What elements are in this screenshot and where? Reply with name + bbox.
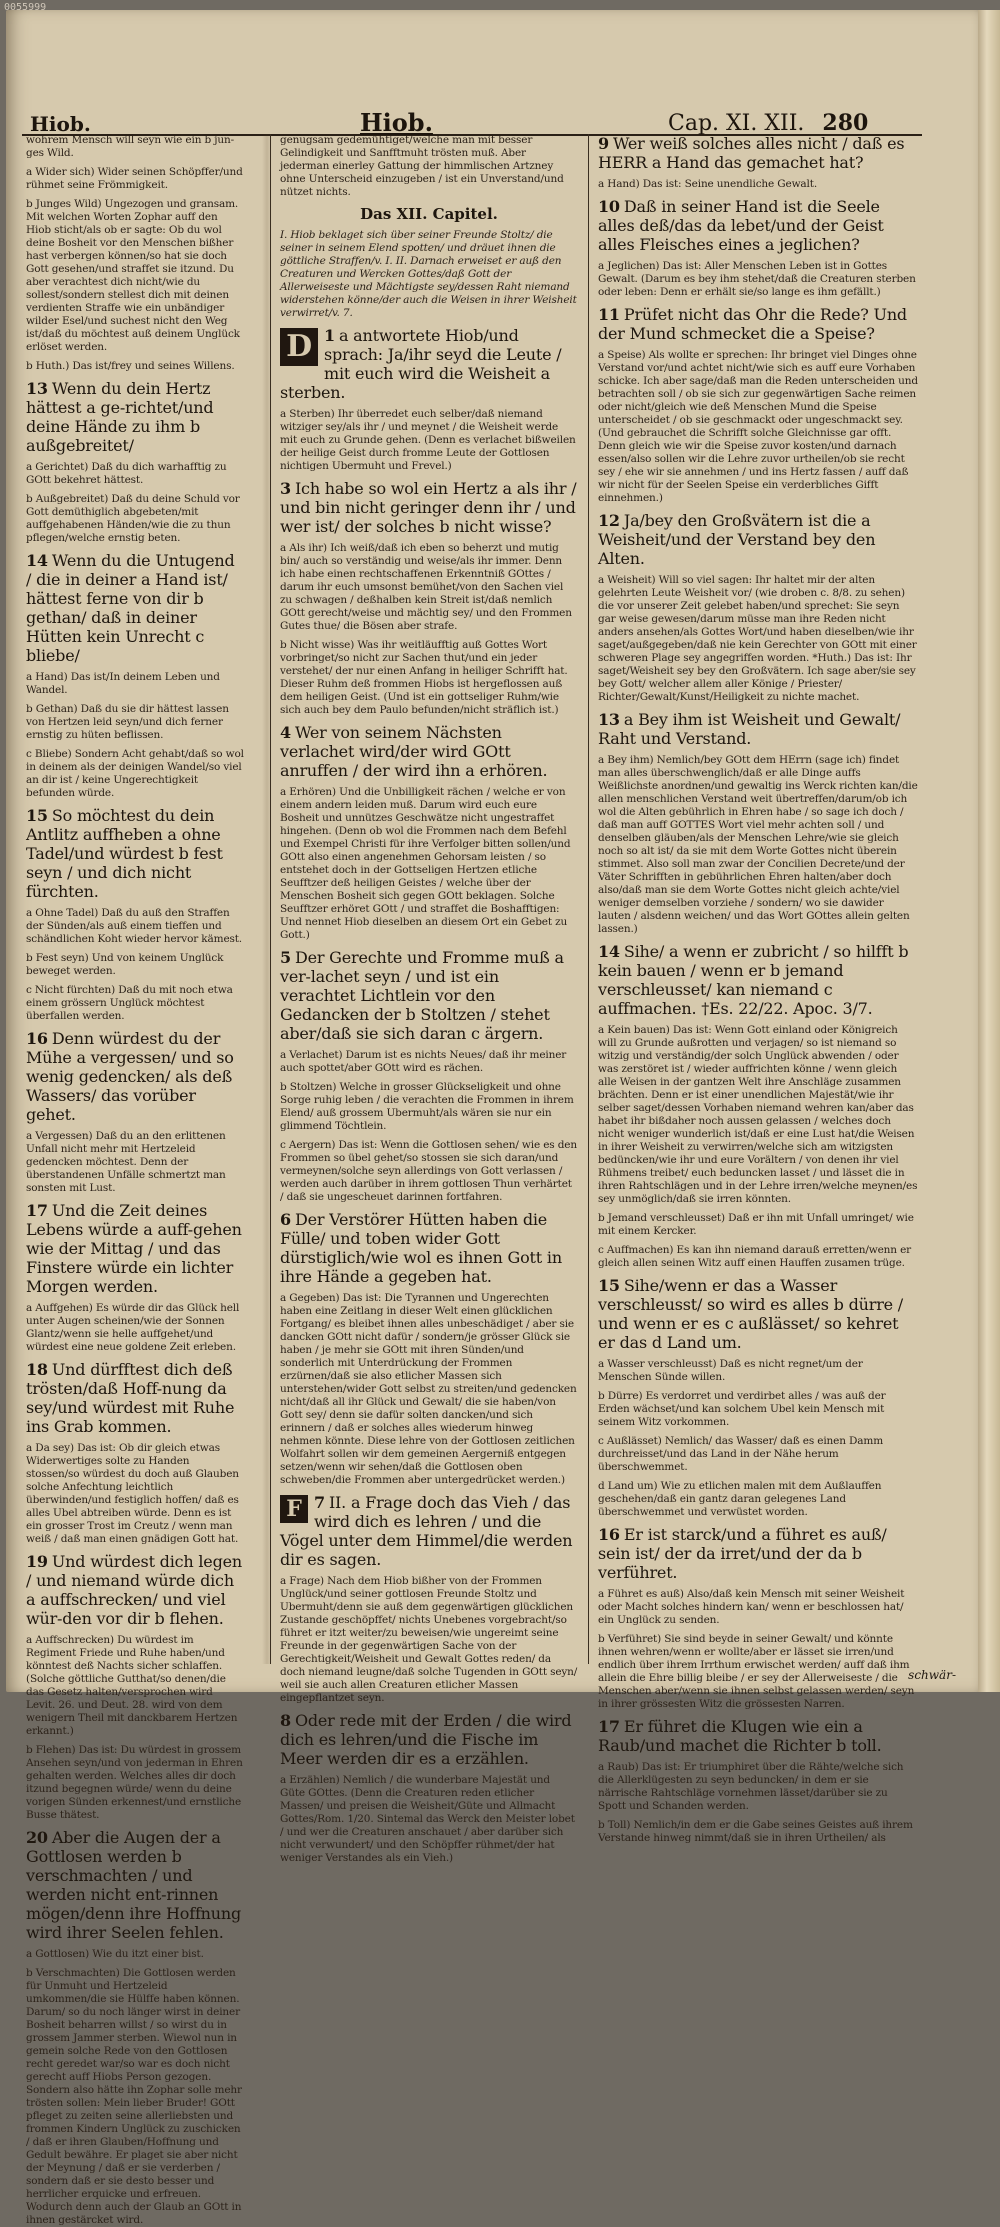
gloss-note: c Aergern) Das ist: Wenn die Gottlosen sehen/ wie es den Frommen so übel gehet/so stossen sie sich daran/und vermeynen/solche seyn allerdings von Gott verlassen / werden auch darüber in ihrem gottlosen Thun verhärtet / daß sie ungescheuet darinnen fortfahren. — [280, 1139, 577, 1203]
header-chapter — [668, 110, 868, 136]
gloss-note: a Ohne Tadel) Daß du auß den Straffen der Sünden/als auß einem tieffen und schändlichen Koht wieder hervor kämest. — [26, 907, 242, 945]
gloss-note: a Hand) Das ist/In deinem Leben und Wandel. — [26, 671, 220, 696]
verse-16 — [26, 1029, 244, 1124]
verse-number: 17 — [598, 1717, 620, 1736]
verse-4 — [280, 723, 578, 780]
verse-number: 10 — [598, 197, 620, 216]
verse-number: 14 — [598, 942, 620, 961]
gloss-note: a Weisheit) Will so viel sagen: Ihr haltet mir der alten gelehrten Leute Weisheit vor/ (wie droben c. 8/8. zu sehen) die vor unserer Zeit gelebet haben/und sprechet: Sie seyn gar weise gewesen/darum müsse man ihre Reden nicht anders ansehen/als Gottes Wort/und haben dieselben/wie ihr saget/außgegeben/daß nie kein Gerechter von GOtt mit einer schweren Plage sey angegriffen worden. *Huth.) Das ist: Ihr saget/Weisheit sey bey den Großvätern. Ich sage aber/sie sey bey Gott/ welcher allem aller Könige / Priester/ Richter/Gewalt/Kunst/Heiligkeit zu nichte machet. — [598, 574, 917, 703]
verse-text: Oder rede mit der Erden / die wird dich es lehren/und die Fische im Meer werden dir es a erzählen. — [280, 1711, 572, 1768]
verse-number: 19 — [26, 1552, 48, 1571]
verse-20 — [26, 1828, 244, 1942]
verse-number: 1 — [324, 326, 335, 345]
gloss-note: a Vergessen) Daß du an den erlittenen Unfall nicht mehr mit Hertzeleid gedencken möchtest. Denn der überstandenen Unfälle schmertzt man sonsten mit Lust. — [26, 1130, 226, 1194]
gloss-note: a Speise) Als wollte er sprechen: Ihr bringet viel Dinges ohne Verstand vor/und achtet nicht/wie sich es auff eure Vorhaben schicke. Ich aber sage/daß man die Reden unterscheiden und betrachten soll / ob sie sich zur gegenwärtigen Sache reimen oder nicht/gleich wie deß Menschen Mund die Speise unterscheidet / ob sie geschmackt oder ungeschmackt sey. (Und gebrauchet die Schrifft solche Gleichnisse gar offt. Denn gleich wie wir die Speise zuvor kosten/und darnach essen/also sollen wir die Lehre zuvor urtheilen/ob sie recht sey / ehe wir sie annehmen / und ins Hertz fassen / auff daß wir nicht für der Seelen Speise ein verderbliches Gifft einnehmen.) — [598, 349, 918, 504]
text-column-right — [598, 134, 918, 1844]
verse-15 — [26, 806, 244, 901]
gloss-note: c Nicht fürchten) Daß du mit noch etwa einem grössern Unglück möchtest überfallen werden. — [26, 984, 233, 1022]
drop-capital: F — [280, 1495, 308, 1523]
gloss-note: b Nicht wisse) Was ihr weitläufftig auß Gottes Wort vorbringet/so nicht zur Sachen thut/und ein jeder verstehet/ der nur einen Anfang in heiliger Schrifft hat. Dieser Ruhm deß frommen Hiobs ist hergeflossen auß dem heiligen Geist. (Und ist ein gottseliger Ruhm/wie sich auch bey dem Paulo befunden/nicht sträflich ist.) — [280, 639, 568, 716]
verse-3 — [280, 479, 578, 536]
gloss-note: a Jeglichen) Das ist: Aller Menschen Leben ist in Gottes Gewalt. (Darum es bey ihm stehet/daß die Creaturen sterben oder leben: Denn er erhält sie/so lange es ihm gefällt.) — [598, 260, 916, 298]
verse-number: 17 — [26, 1201, 48, 1220]
verse-text: Sihe/ a wenn er zubricht / so hilfft b kein bauen / wenn er b jemand verschleusset/ kan niemand c auffmachen. †Es. 22/22. Apoc. 3/7. — [598, 942, 909, 1018]
verse-number: 18 — [26, 1360, 48, 1379]
verse-text: Daß in seiner Hand ist die Seele alles deß/das da lebet/und der Geist alles Fleisches eines a jeglichen? — [598, 197, 884, 254]
verse-number: 16 — [598, 1525, 620, 1544]
verse-text: Sihe/wenn er das a Wasser verschleusst/ so wird es alles b dürre / und wenn er es c außlässet/ so kehret er das d Land um. — [598, 1276, 903, 1352]
running-header — [22, 108, 922, 136]
verse-5 — [280, 948, 578, 1043]
verse-13 — [26, 379, 244, 455]
gloss-note: a Gegeben) Das ist: Die Tyrannen und Ungerechten haben eine Zeitlang in dieser Welt einen glücklichen Fortgang/ es bleibet ihnen alles unbeschädiget / aber sie dancken GOtt nicht dafür / sondern/je grösser Glück sie haben / je mehr sie GOtt mit ihren Sünden/und sonderlich mit Unterdrückung der Frommen erzürnen/daß sie also etlicher Massen sich unterstehen/wider Gott selbst zu streiten/und gedencken nicht/daß all ihr Glück und Gewalt/ die sie haben/von Gott sey/ denn sie dafür solten dancken/und sich erinnern / daß er solches alles wiederum hinweg nehmen könnte. Diese lehre von der Gottlosen zeitlichen Wolfahrt sollen wir dem gemeinen Aergerniß entgegen setzen/wenn wir sehen/daß die Gottlosen oben schweben/die Frommen aber untergedrücket werden.) — [280, 1292, 577, 1486]
gloss-note: a Wider sich) Wider seinen Schöpffer/und rühmet seine Frömmigkeit. — [26, 166, 243, 191]
text-column-left — [26, 134, 244, 2226]
verse-number: 20 — [26, 1828, 48, 1847]
gloss-note: b Gethan) Daß du sie dir hättest lassen von Hertzen leid seyn/und dich ferner ernstig zu hüten beflissen. — [26, 703, 229, 741]
verse-number: 6 — [280, 1210, 291, 1229]
verse-10 — [598, 197, 918, 254]
verse-17 — [598, 1717, 918, 1755]
verse-number: 14 — [26, 551, 48, 570]
gloss-note: a Erhören) Und die Unbilligkeit rächen / welche er von einem andern leiden muß. Darum wird euch eure Bosheit und unnützes Geschwätze nicht ungestraffet hingehen. (Denn ob wol die Frommen nach dem Befehl und Exempel Christi für ihre Verfolger bitten sollen/und GOtt also einen angenehmen Gehorsam leisten / so entstehet doch in der Gottseligen Hertzen etliche Seufftzer deß heiligen Geistes / welche über der Menschen Bosheit sich gegen GOtt beklagen. Solche Seufftzer erhöret GOtt / und straffet die Boshafftigen: Und nennet Hiob dieselben an diesem Ort ein Gebet zu Gott.) — [280, 786, 571, 941]
verse-text: Denn würdest du der Mühe a vergessen/ und so wenig gedencken/ als deß Wassers/ das vorüber gehet. — [26, 1029, 234, 1124]
verse-17 — [26, 1201, 244, 1296]
gloss-note: b Verführet) Sie sind beyde in seiner Gewalt/ und könnte ihnen wehren/wenn er wollte/aber er lässet sie irren/und endlich über ihrem Irrthum erwischet werden/ auff daß ihm allein die Ehre billig bleibe / er sey der Allerweiseste / die Menschen aber/wenn sie ihnen selbst gelassen werden/ seyn in ihrer grössesten Witz die grössesten Narren. — [598, 1633, 915, 1710]
gloss-note: a Frage) Nach dem Hiob bißher von der Frommen Unglück/und seiner gottlosen Freunde Stoltz und Ubermuht/denn sie auß dem gegenwärtigen glücklichen Zustande geschöpffet/ nichts Unebenes vorgebracht/so führet er itzt weiter/zu beweisen/wie ungereimt seine Freunde in der gegenwärtigen Sache von der Gerechtigkeit/Weisheit und Gewalt Gottes reden/ da doch niemand leugne/daß solche Tugenden in GOtt seyn/ weil sie auch allen Creaturen etlicher Massen eingepflantzet seyn. — [280, 1575, 578, 1704]
gloss-note: a Wasser verschleusst) Daß es nicht regnet/um der Menschen Sünde willen. — [598, 1358, 863, 1383]
verse-text: Und dürfftest dich deß trösten/daß Hoff-nung da sey/und würdest mit Ruhe ins Grab kommen. — [26, 1360, 235, 1436]
verse-6 — [280, 1210, 578, 1286]
gloss-note: a Auffgehen) Es würde dir das Glück hell unter Augen scheinen/wie der Sonnen Glantz/wenn sie helle auffgehet/und würdest eine neue goldene Zeit erleben. — [26, 1302, 240, 1353]
gloss-note: a Führet es auß) Also/daß kein Mensch mit seiner Weisheit oder Macht solches hindern kan/ wenn er beschlossen hat/ ein Unglück zu senden. — [598, 1588, 905, 1626]
verse-text: Ich habe so wol ein Hertz a als ihr / und bin nicht geringer denn ihr / und wer ist/ der solches b nicht wisse? — [280, 479, 577, 536]
verse-11 — [598, 305, 918, 343]
verse-number: 7 — [314, 1493, 325, 1512]
verse-number: 12 — [598, 511, 620, 530]
verse-1 — [280, 326, 578, 402]
gloss-note: b Stoltzen) Welche in grosser Glückseligkeit und ohne Sorge ruhig leben / die verachten die Frommen in ihrem Elend/ auß grossem Ubermuht/als wären sie nur ein glimmend Töchtlein. — [280, 1081, 574, 1132]
verse-number: 3 — [280, 479, 291, 498]
gloss-note: a Als ihr) Ich weiß/daß ich eben so beherzt und mutig bin/ auch so verständig und weise/als ihr immer. Denn ich habe einen rechtschaffenen Erkenntniß GOttes / darum ihr euch umsonst bemühet/von den Sachen viel zu schwagen / deßhalben kein Streit ist/daß nemlich GOtt gerecht/weise und mächtig sey/ und den Frommen Gutes thue/ die Bösen aber strafe. — [280, 542, 572, 632]
verse-7 — [280, 1493, 578, 1569]
catchword: schwär- — [908, 1668, 956, 1682]
gloss-note: genugsam gedemühtiget/welche man mit besser Gelindigkeit und Sanfftmuht trösten muß. Aber jederman einerley Gattung der himmlischen Artzney ohne Unterscheid einzugeben / ist ein Unverstand/und nützet nichts. — [280, 134, 564, 198]
header-chapter-label: Cap. XI. XII. — [668, 111, 805, 136]
gloss-note: a Kein bauen) Das ist: Wenn Gott einland oder Königreich will zu Grunde außrotten und verjagen/ so ist niemand so witzig und verständig/der solch Unglück abwenden / oder was zerstöret ist / wieder auffrichten könne / wenn gleich alle Weisen in der gantzen Welt ihre Anschläge zusammen brächten. Denn er ist einer unendlichen Majestät/wie ihr selber saget/dessen Vorhaben niemand wehren kan/aber das habet ihr bißdaher noch aussen gelassen / welches doch nicht weniger wunderlich ist/daß er eine Lust hat/die Weisen in ihrer Weisheit zu verwirren/welche sich am witzigsten bedüncken/wie ihr und eure Vorältern / von denen ihr viel Rühmens treibet/ euch beduncken lasset / und lässet die in ihren Rahtschlägen und in der Lehre irren/welche meynen/es sey unmöglich/daß sie irren könnten. — [598, 1024, 918, 1205]
gloss-note: a Gerichtet) Daß du dich warhafftig zu GOtt bekehret hättest. — [26, 461, 227, 486]
verse-text: Und die Zeit deines Lebens würde a auff-gehen wie der Mittag / und das Finstere würde ein lichter Morgen werden. — [26, 1201, 242, 1296]
gloss-note: d Land um) Wie zu etlichen malen mit dem Außlauffen geschehen/daß ein gantz daran gelegenes Land überschwemmet und verwüstet worden. — [598, 1480, 882, 1518]
verse-text: Er ist starck/und a führet es auß/ sein ist/ der da irret/und der da b verführet. — [598, 1525, 887, 1582]
verse-number: 16 — [26, 1029, 48, 1048]
gloss-note: a Bey ihm) Nemlich/bey GOtt dem HErrn (sage ich) findet man alles überschwenglich/daß er alle Dinge auffs Weißlichste anordnen/und gewaltig ins Werck richten kan/die allen menschlichen Verstand weit übertreffen/darum/ob ich wol die Alten gebührlich in Ehren habe / so sage ich doch / daß man auff GOTTES Wort viel mehr achten soll / und denselben gläuben/als der Menschen Lehre/wie sie gleich noch so alt ist/ da sie mit dem Worte Gottes nicht überein stimmet. Also soll man zwar der Concilien Decrete/und der Väter Schrifften in gebührlichen Ehren halten/aber doch also/daß man sie dem Worte Gottes nicht gleich achte/viel weniger demselben vorziehe / sondern/ wo sie dawider lauten / alsdenn weichen/ und das Wort GOttes allein gelten lassen.) — [598, 754, 918, 935]
verse-text: Und würdest dich legen / und niemand würde dich a auffschrecken/ und viel wür-den vor dir b flehen. — [26, 1552, 242, 1628]
verse-text: Wenn du dein Hertz hättest a ge-richtet/und deine Hände zu ihm b außgebreitet/ — [26, 379, 214, 455]
gloss-note: c Außlässet) Nemlich/ das Wasser/ daß es einen Damm durchreisset/und das Land in der Nähe herum überschwemmet. — [598, 1435, 884, 1473]
text-column-middle — [280, 134, 578, 1864]
column-rule-1 — [270, 134, 271, 1664]
verse-text: Wenn du die Untugend / die in deiner a Hand ist/ hättest ferne von dir b gethan/ daß in deiner Hütten kein Unrecht c bliebe/ — [26, 551, 235, 665]
verse-text: Wer von seinem Nächsten verlachet wird/der wird GOtt anruffen / der wird ihn a erhören. — [280, 723, 548, 780]
gloss-note: b Huth.) Das ist/frey und seines Willens. — [26, 360, 235, 372]
gloss-note: b Junges Wild) Ungezogen und gransam. Mit welchen Worten Zophar auff den Hiob sticht/als ob er sagte: Ob du wol deine Bosheit vor den Menschen bißher hast verbergen können/so hat sie doch Gott gesehen/und straffet sie itzund. Du aber verachtest dich nicht/wie du sollest/sondern stellest dich mit deinen verdienten Straffe wie ein unbändiger wilder Esel/und suchest nicht den Weg ist/daß du möchtest auß deinem Unglück erlöset werden. — [26, 198, 240, 353]
verse-19 — [26, 1552, 244, 1628]
gloss-note: a Verlachet) Darum ist es nichts Neues/ daß ihr meiner auch spottet/aber GOtt wird es rächen. — [280, 1049, 567, 1074]
gloss-note: wohrem Mensch will seyn wie ein b jun-ges Wild. — [26, 134, 234, 159]
verse-9 — [598, 134, 918, 172]
verse-text: Der Gerechte und Fromme muß a ver-lachet seyn / und ist ein verachtet Lichtlein vor den Gedancken der b Stoltzen / stehet aber/daß sie sich daran c ärgern. — [280, 948, 564, 1043]
verse-text: Aber die Augen der a Gottlosen werden b verschmachten / und werden nicht ent-rinnen mögen/denn ihre Hoffnung wird ihrer Seelen fehlen. — [26, 1828, 242, 1942]
verse-number: 15 — [26, 806, 48, 825]
verse-15 — [598, 1276, 918, 1352]
gloss-note: b Fest seyn) Und von keinem Unglück beweget werden. — [26, 952, 224, 977]
verse-number: 13 — [598, 710, 620, 729]
verse-number: 15 — [598, 1276, 620, 1295]
chapter-heading: Das XII. Capitel. — [360, 205, 498, 223]
gloss-note: c Auffmachen) Es kan ihn niemand darauß erretten/wenn er gleich allen seinen Witz auff einen Hauffen zusamen trüge. — [598, 1244, 912, 1269]
gloss-note: b Außgebreitet) Daß du deine Schuld vor Gott demüthiglich abgebeten/mit auffgehabenen Händen/wie die zu thun pflegen/welche ernstig beten. — [26, 493, 240, 544]
gloss-note: a Da sey) Das ist: Ob dir gleich etwas Widerwertiges solte zu Handen stossen/so würdest du doch auß Glauben solche Anfechtung leichtlich überwinden/und festiglich hoffen/ daß es alles Ubel abtreiben würde. Denn es ist ein grosser Trost im Creutz / wenn man weiß / daß man einen gnädigen Gott hat. — [26, 1442, 239, 1545]
gloss-note: a Auffschrecken) Du würdest im Regiment Friede und Ruhe haben/und könntest deß Nachts sicher schlaffen. (Solche göttliche Gutthat/so denen/die das Gesetz halten/versprochen wird Levit. 26. und Deut. 28. wird von dem wenigern Theil mit danckbarem Hertzen erkannt.) — [26, 1634, 238, 1737]
verse-text: Wer weiß solches alles nicht / daß es HERR a Hand das gemachet hat? — [598, 134, 905, 172]
gloss-note: b Jemand verschleusset) Daß er ihn mit Unfall umringet/ wie mit einem Kercker. — [598, 1212, 914, 1237]
chapter-summary: I. Hiob beklaget sich über seiner Freunde Stoltz/ die seiner in seinem Elend spotten/ und dräuet ihnen die göttliche Straffen/v. I. II. Darnach erweiset er auß den Creaturen und Wercken Gottes/daß Gott der Allerweiseste und Mächtigste sey/dessen Raht niemand widerstehen könne/der auch die Weisen in ihrer Weisheit verwirret/v. 7. — [280, 229, 577, 319]
verse-18 — [26, 1360, 244, 1436]
corner-reference: 0055999 — [4, 2, 47, 13]
gloss-note: a Gottlosen) Wie du itzt einer bist. — [26, 1948, 204, 1960]
verse-text: a Bey ihm ist Weisheit und Gewalt/ Raht und Verstand. — [598, 710, 901, 748]
verse-text: II. a Frage doch das Vieh / das wird dich es lehren / und die Vögel unter dem Himmel/die werden dir es sagen. — [280, 1493, 573, 1569]
verse-14 — [26, 551, 244, 665]
verse-text: a antwortete Hiob/und sprach: Ja/ihr seyd die Leute / mit euch wird die Weisheit a sterben. — [280, 326, 562, 402]
gloss-note: b Verschmachten) Die Gottlosen werden für Unmuht und Hertzeleid umkommen/die sie Hülffe haben können. Darum/ so du noch länger wirst in deiner Bosheit beharren willst / so wirst du in grossem Jammer sterben. Wiewol nun in gemein solche Rede von den Gottlosen recht geredet war/so war es doch nicht gerecht auff Hiobs Person gezogen. Sondern also hätte ihn Zophar solle mehr trösten sollen: Mein lieber Bruder! GOtt pfleget zu zeiten seine allerliebsten und frommen Kindern Unglück zu zuschicken / daß er ihren Glauben/Hoffnung und Gedult bewähre. Er plaget sie aber nicht der Meynung / daß er sie verderben / sondern daß er sie desto besser und herrlicher erquicke und erfreuen. Wodurch denn auch der Glaub an GOtt in ihnen gestärcket wird. — [26, 1967, 242, 2226]
drop-capital: D — [280, 328, 318, 366]
verse-number: 11 — [598, 305, 620, 324]
gloss-note: b Dürre) Es verdorret und verdirbet alles / was auß der Erden wächset/und kan solchem Ubel kein Mensch mit seinem Witz vorkommen. — [598, 1390, 886, 1428]
gloss-note: a Sterben) Ihr überredet euch selber/daß niemand witziger sey/als ihr / und meynet / die Weisheit werde mit euch zu Grunde gehen. (Denn es verlachet bißweilen der heilige Geist durch fromme Leute der Gottlosen nichtigen Ubermuht und Frevel.) — [280, 408, 576, 472]
gloss-note: b Toll) Nemlich/in dem er die Gabe seines Geistes auß ihrem Verstande hinweg nimmt/daß sie in ihren Urtheilen/ als — [598, 1819, 913, 1844]
verse-16 — [598, 1525, 918, 1582]
verse-text: So möchtest du dein Antlitz auffheben a ohne Tadel/und würdest b fest seyn / und dich nicht fürchten. — [26, 806, 223, 901]
verse-13 — [598, 710, 918, 748]
verse-number: 13 — [26, 379, 48, 398]
verse-12 — [598, 511, 918, 568]
verse-8 — [280, 1711, 578, 1768]
page-edge — [978, 10, 1000, 1692]
verse-text: Er führet die Klugen wie ein a Raub/und machet die Richter b toll. — [598, 1717, 882, 1755]
gloss-note: a Hand) Das ist: Seine unendliche Gewalt. — [598, 178, 818, 190]
gloss-note: c Bliebe) Sondern Acht gehabt/daß so wol in deinem als der deinigen Wandel/so viel an dir ist / keine Ungerechtigkeit befunden würde. — [26, 748, 244, 799]
verse-text: Der Verstörer Hütten haben die Fülle/ und toben wider Gott dürstiglich/wie wol es ihnen Gott in ihre Hände a gegeben hat. — [280, 1210, 562, 1286]
page-number: 280 — [822, 110, 869, 136]
verse-number: 9 — [598, 134, 609, 153]
verse-14 — [598, 942, 918, 1018]
column-rule-2 — [588, 134, 589, 1664]
gloss-note: a Raub) Das ist: Er triumphiret über die Rähte/welche sich die Allerklügesten zu seyn beduncken/ in dem er sie närrische Rahtschläge vornehmen lässet/darüber sie zu Spott und Schanden werden. — [598, 1761, 904, 1812]
verse-number: 4 — [280, 723, 291, 742]
verse-text: Prüfet nicht das Ohr die Rede? Und der Mund schmecket die a Speise? — [598, 305, 907, 343]
verse-number: 5 — [280, 948, 291, 967]
gloss-note: b Flehen) Das ist: Du würdest in grossem Ansehen seyn/und von jederman in Ehren gehalten werden. Welches alles dir doch itzund begegnen würde/ wenn du deine vorigen Sünden erkennest/und ernstliche Busse thätest. — [26, 1744, 243, 1821]
gloss-note: a Erzählen) Nemlich / die wunderbare Majestät und Güte GOttes. (Denn die Creaturen reden etlicher Massen/ und preisen die Weisheit/Güte und Allmacht Gottes/Rom. 1/20. Sintemal das Werck den Meister lobet / und wer die Creaturen anschauet / aber darüber sich nicht verwundert/ und den Schöpffer rühmet/der hat weniger Verstandes als ein Vieh.) — [280, 1774, 575, 1864]
verse-number: 8 — [280, 1711, 291, 1730]
verse-text: Ja/bey den Großvätern ist die a Weisheit/und der Verstand bey den Alten. — [598, 511, 876, 568]
header-center-title: Hiob. — [360, 108, 433, 137]
header-left-title: Hiob. — [30, 112, 91, 136]
